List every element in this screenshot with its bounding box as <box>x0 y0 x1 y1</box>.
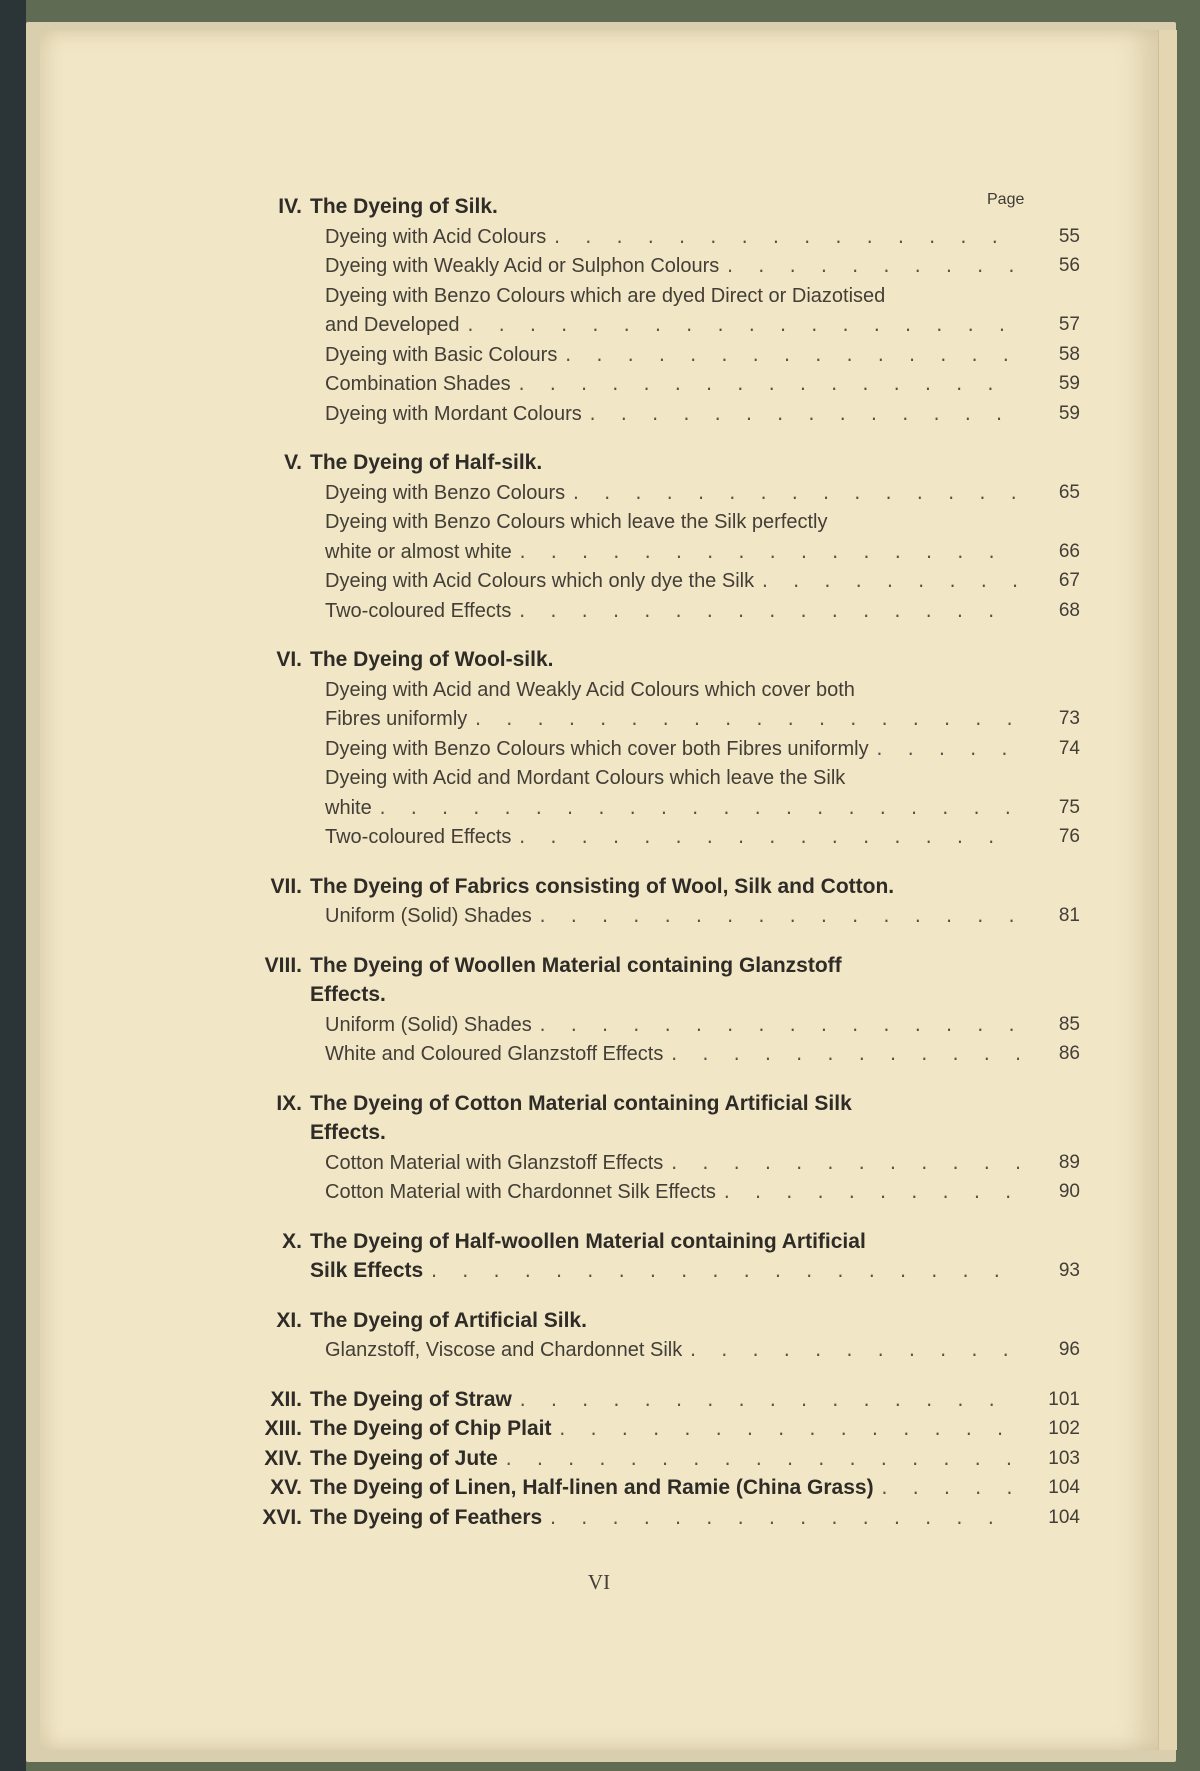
toc-entry-continued: Fibres uniformly <box>325 708 468 730</box>
toc-entry-continued-line <box>325 704 1025 734</box>
toc-entry-line <box>325 369 1025 399</box>
section-title-line <box>310 951 1025 981</box>
toc-entry: Dyeing with Benzo Colours which are dyed Direct or Diazotised <box>325 284 886 307</box>
toc-entry: Dyeing with Acid and Weakly Acid Colours which cover both <box>325 678 855 701</box>
toc-page-number: 66 <box>1058 540 1080 562</box>
toc-page-number: 74 <box>1058 737 1080 759</box>
section-number: XVI. <box>262 1505 302 1529</box>
toc-page-number: 75 <box>1058 796 1080 818</box>
section-title: The Dyeing of Fabrics consisting of Wool, Silk and Cotton. <box>310 874 895 898</box>
section-title: The Dyeing of Linen, Half-linen and Ramie (China Grass) <box>310 1476 874 1499</box>
section-number: IV. <box>278 195 302 218</box>
dot-leader <box>466 311 1019 341</box>
toc-page-number: 58 <box>1058 343 1080 365</box>
section-title-line <box>310 1306 1025 1336</box>
dot-leader <box>722 1178 1019 1208</box>
dot-leader <box>725 252 1019 282</box>
dot-leader <box>517 597 1019 627</box>
toc-page-number: 81 <box>1058 905 1080 926</box>
section-number: VII. <box>270 874 302 898</box>
toc-page-number: 59 <box>1058 402 1080 424</box>
section-title-line <box>310 1503 1025 1533</box>
toc-entry: Dyeing with Benzo Colours <box>325 481 566 504</box>
section-title: The Dyeing of Artificial Silk. <box>310 1308 587 1332</box>
section-title-line <box>310 1227 1025 1257</box>
dot-leader <box>378 794 1019 824</box>
toc-entry-line <box>325 340 1025 370</box>
section-title: The Dyeing of Feathers <box>310 1505 543 1529</box>
section-number: VI. <box>276 648 302 671</box>
toc-entry-continued: white <box>325 796 372 819</box>
toc-page-number: 56 <box>1058 255 1080 276</box>
section-title-line <box>310 1089 1025 1119</box>
toc-page-number: 89 <box>1058 1151 1080 1173</box>
toc-page-number: 67 <box>1058 570 1080 591</box>
dot-leader <box>760 567 1019 597</box>
dot-leader <box>517 823 1019 853</box>
toc-entry: Cotton Material with Glanzstoff Effects <box>325 1151 664 1174</box>
section-title-line <box>310 448 1025 478</box>
section-number: XII. <box>270 1387 302 1411</box>
page-column-heading: Page <box>987 191 1025 208</box>
dot-leader <box>669 1149 1019 1179</box>
toc-page-number: 102 <box>1048 1418 1080 1439</box>
toc-entry-line <box>325 251 1025 281</box>
dot-leader <box>688 1336 1019 1366</box>
dot-leader <box>538 902 1019 932</box>
toc-page-number: 96 <box>1058 1339 1080 1360</box>
toc-page-number: 104 <box>1048 1506 1080 1528</box>
section-title-continued: Effects. <box>310 1121 386 1144</box>
toc-entry: Dyeing with Weakly Acid or Sulphon Colours <box>325 255 720 277</box>
toc-entry-line <box>325 675 1025 705</box>
section-number: IX. <box>276 1091 302 1115</box>
toc-page-number: 59 <box>1058 373 1080 394</box>
toc-entry-continued-line <box>325 310 1025 340</box>
dot-leader <box>538 1011 1019 1041</box>
toc-entry-line <box>325 566 1025 596</box>
section-title-line <box>310 872 1025 902</box>
toc-entry-line <box>325 281 1025 311</box>
dot-leader <box>571 479 1019 509</box>
toc-entry: Two-coloured Effects <box>325 826 512 848</box>
toc-entry-line <box>325 399 1025 429</box>
section-title: The Dyeing of Woollen Material containing Glanzstoff <box>310 953 842 977</box>
section-number: X. <box>282 1229 302 1253</box>
toc-entry: Dyeing with Acid Colours which only dye the Silk <box>325 570 755 592</box>
toc-entry: Dyeing with Benzo Colours which cover both Fibres uniformly <box>325 737 869 760</box>
toc-entry-line <box>325 1148 1025 1178</box>
toc-entry: Glanzstoff, Viscose and Chardonnet Silk <box>325 1339 683 1361</box>
section-title-continued-line <box>310 980 1025 1010</box>
toc-page-number: 65 <box>1058 481 1080 503</box>
book-page <box>40 30 1158 1750</box>
page-folio: VI <box>587 1570 611 1594</box>
toc-page-number: 55 <box>1058 225 1080 247</box>
dot-leader <box>880 1474 1019 1504</box>
toc-page-number: 85 <box>1058 1013 1080 1035</box>
dot-leader <box>552 223 1019 253</box>
toc-page-number: 101 <box>1048 1388 1080 1410</box>
toc-entry-line <box>325 901 1025 931</box>
section-title-continued: Silk Effects <box>310 1259 424 1282</box>
section-number: VIII. <box>264 953 302 977</box>
toc-entry-line <box>325 734 1025 764</box>
section-title-line <box>310 1473 1025 1503</box>
dot-leader <box>518 538 1019 568</box>
section-title-line <box>310 1385 1025 1415</box>
toc-entry-line <box>325 822 1025 852</box>
toc-entry: Dyeing with Mordant Colours <box>325 402 582 425</box>
section-title: The Dyeing of Wool-silk. <box>310 648 554 671</box>
toc-entry: Combination Shades <box>325 373 511 395</box>
section-title-continued-line <box>310 1256 1025 1286</box>
section-title-continued: Effects. <box>310 983 386 1006</box>
toc-entry: Cotton Material with Chardonnet Silk Effects <box>325 1181 716 1203</box>
section-title-continued-line <box>310 1118 1025 1148</box>
section-title-line <box>310 192 1025 222</box>
toc-entry: Dyeing with Acid and Mordant Colours which leave the Silk <box>325 767 846 789</box>
page-fore-edge <box>1158 30 1177 1750</box>
toc-page-number: 57 <box>1058 314 1080 335</box>
dot-leader <box>548 1504 1019 1534</box>
toc-entry-continued-line <box>325 793 1025 823</box>
toc-entry-line <box>325 1177 1025 1207</box>
cover-spine <box>0 0 26 1771</box>
section-number: V. <box>284 451 302 474</box>
section-number: XIV. <box>264 1446 302 1470</box>
dot-leader <box>429 1257 1019 1287</box>
toc-page-number: 103 <box>1048 1447 1080 1469</box>
section-number: XI. <box>276 1308 302 1332</box>
dot-leader <box>669 1040 1019 1070</box>
toc-page-number: 73 <box>1058 708 1080 729</box>
toc-entry-line <box>325 478 1025 508</box>
toc-entry-line <box>325 1039 1025 1069</box>
table-of-contents <box>40 30 1158 1750</box>
section-title-line <box>310 1444 1025 1474</box>
section-number: XV. <box>270 1476 302 1499</box>
section-title: The Dyeing of Cotton Material containing Artificial Silk <box>310 1091 852 1115</box>
dot-leader <box>875 735 1019 765</box>
toc-page-number: 86 <box>1058 1043 1080 1064</box>
section-title-line <box>310 645 1025 675</box>
section-title: The Dyeing of Silk. <box>310 195 498 218</box>
toc-entry: Dyeing with Benzo Colours which leave the Silk perfectly <box>325 511 828 533</box>
toc-entry: Dyeing with Acid Colours <box>325 225 547 248</box>
section-title: The Dyeing of Half-silk. <box>310 451 543 474</box>
dot-leader <box>563 341 1019 371</box>
section-title: The Dyeing of Half-woollen Material containing Artificial <box>310 1229 866 1253</box>
section-title-line <box>310 1414 1025 1444</box>
section-title: The Dyeing of Straw <box>310 1387 512 1411</box>
section-title: The Dyeing of Chip Plait <box>310 1417 552 1440</box>
toc-entry: Uniform (Solid) Shades <box>325 1013 532 1036</box>
toc-entry-line <box>325 507 1025 537</box>
toc-entry: Two-coloured Effects <box>325 599 512 622</box>
toc-page-number: 90 <box>1058 1181 1080 1202</box>
toc-page-number: 68 <box>1058 599 1080 621</box>
dot-leader <box>473 705 1019 735</box>
toc-entry-continued-line <box>325 537 1025 567</box>
dot-leader <box>558 1415 1019 1445</box>
toc-entry-line <box>325 596 1025 626</box>
toc-entry-continued: and Developed <box>325 314 460 336</box>
dot-leader <box>518 1386 1019 1416</box>
toc-entry: Dyeing with Basic Colours <box>325 343 558 366</box>
toc-entry-line <box>325 222 1025 252</box>
dot-leader <box>588 400 1019 430</box>
toc-page-number: 76 <box>1058 826 1080 847</box>
toc-entry: White and Coloured Glanzstoff Effects <box>325 1043 664 1065</box>
toc-entry-line <box>325 763 1025 793</box>
dot-leader <box>517 370 1019 400</box>
dot-leader <box>504 1445 1019 1475</box>
toc-entry-line <box>325 1010 1025 1040</box>
toc-entry-continued: white or almost white <box>325 540 512 563</box>
toc-entry-line <box>325 1335 1025 1365</box>
section-title: The Dyeing of Jute <box>310 1446 498 1470</box>
toc-page-number: 93 <box>1058 1260 1080 1281</box>
toc-page-number: 104 <box>1048 1477 1080 1498</box>
section-number: XIII. <box>264 1417 302 1440</box>
toc-entry: Uniform (Solid) Shades <box>325 905 532 927</box>
